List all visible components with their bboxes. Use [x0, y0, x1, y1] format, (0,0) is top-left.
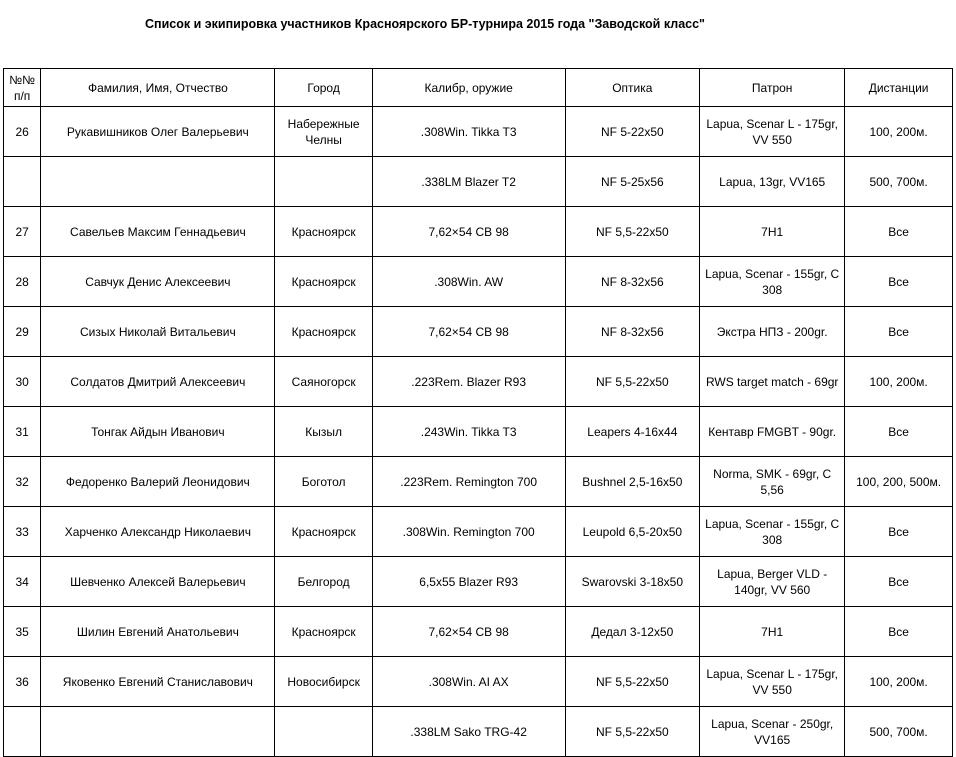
cell-city — [275, 157, 372, 207]
table-row — [4, 207, 953, 257]
cell-cartridge: Lapua, Scenar L - 175gr, VV 550 — [700, 107, 845, 157]
cell-caliber: .308Win. AI AX — [372, 657, 565, 707]
cell-num: 31 — [4, 407, 41, 457]
cell-city: Саяногорск — [275, 357, 372, 407]
cell-name: Савельев Максим Геннадьевич — [41, 207, 275, 257]
cell-caliber: 7,62×54 CB 98 — [372, 207, 565, 257]
cell-distances: Все — [845, 207, 953, 257]
table-row — [4, 257, 953, 307]
cell-distances: 500, 700м. — [845, 707, 953, 757]
cell-distances: Все — [845, 557, 953, 607]
cell-caliber: .308Win. Tikka T3 — [372, 107, 565, 157]
cell-cartridge: Lapua, 13gr, VV165 — [700, 157, 845, 207]
cell-caliber: .308Win. AW — [372, 257, 565, 307]
cell-num: 28 — [4, 257, 41, 307]
cell-city: Красноярск — [275, 307, 372, 357]
table-row — [4, 607, 953, 657]
cell-distances: Все — [845, 407, 953, 457]
cell-optics: NF 5,5-22x50 — [565, 357, 700, 407]
cell-city: Красноярск — [275, 507, 372, 557]
cell-name: Солдатов Дмитрий Алексеевич — [41, 357, 275, 407]
cell-caliber: .308Win. Remington 700 — [372, 507, 565, 557]
table-row — [4, 457, 953, 507]
cell-num: 29 — [4, 307, 41, 357]
table-row — [4, 507, 953, 557]
cell-optics: NF 8-32x56 — [565, 307, 700, 357]
cell-num: 30 — [4, 357, 41, 407]
table-row — [4, 157, 953, 207]
cell-city: Кызыл — [275, 407, 372, 457]
cell-name — [41, 707, 275, 757]
cell-caliber: .338LM Sako TRG-42 — [372, 707, 565, 757]
header-name: Фамилия, Имя, Отчество — [41, 69, 275, 107]
cell-cartridge: Lapua, Scenar - 250gr, VV165 — [700, 707, 845, 757]
cell-caliber: .223Rem. Blazer R93 — [372, 357, 565, 407]
cell-num: 33 — [4, 507, 41, 557]
cell-name: Яковенко Евгений Станиславович — [41, 657, 275, 707]
cell-cartridge: Lapua, Berger VLD - 140gr, VV 560 — [700, 557, 845, 607]
cell-city: Набережные Челны — [275, 107, 372, 157]
table-row — [4, 107, 953, 157]
cell-city: Красноярск — [275, 207, 372, 257]
cell-name: Савчук Денис Алексеевич — [41, 257, 275, 307]
table-row — [4, 657, 953, 707]
cell-cartridge: Lapua, Scenar - 155gr, C 308 — [700, 507, 845, 557]
cell-city: Красноярск — [275, 257, 372, 307]
cell-optics: NF 5,5-22x50 — [565, 657, 700, 707]
table-row — [4, 307, 953, 357]
cell-name: Рукавишников Олег Валерьевич — [41, 107, 275, 157]
cell-optics: NF 5-22x50 — [565, 107, 700, 157]
cell-optics: NF 5-25x56 — [565, 157, 700, 207]
table-row — [4, 407, 953, 457]
cell-name: Сизых Николай Витальевич — [41, 307, 275, 357]
cell-optics: Leapers 4-16x44 — [565, 407, 700, 457]
cell-cartridge: Экстра НПЗ - 200gr. — [700, 307, 845, 357]
table-row — [4, 707, 953, 757]
cell-optics: Leupold 6,5-20x50 — [565, 507, 700, 557]
cell-distances: Все — [845, 507, 953, 557]
cell-num — [4, 707, 41, 757]
cell-num: 36 — [4, 657, 41, 707]
cell-distances: 100, 200м. — [845, 657, 953, 707]
cell-distances: 100, 200м. — [845, 357, 953, 407]
cell-name: Шилин Евгений Анатольевич — [41, 607, 275, 657]
cell-optics: Swarovski 3-18x50 — [565, 557, 700, 607]
header-num: №№ п/п — [4, 69, 41, 107]
table-row — [4, 357, 953, 407]
header-cartridge: Патрон — [700, 69, 845, 107]
cell-num: 26 — [4, 107, 41, 157]
cell-city — [275, 707, 372, 757]
cell-num — [4, 157, 41, 207]
cell-cartridge: Norma, SMK - 69gr, C 5,56 — [700, 457, 845, 507]
cell-name: Тонгак Айдын Иванович — [41, 407, 275, 457]
cell-distances: 500, 700м. — [845, 157, 953, 207]
document-title: Список и экипировка участников Красноярского БР-турнира 2015 года "Заводской класс" — [145, 17, 705, 31]
cell-cartridge: RWS target match - 69gr — [700, 357, 845, 407]
cell-distances: 100, 200, 500м. — [845, 457, 953, 507]
cell-cartridge: Кентавр FMGBT - 90gr. — [700, 407, 845, 457]
table-row — [4, 557, 953, 607]
cell-optics: Bushnel 2,5-16x50 — [565, 457, 700, 507]
cell-distances: Все — [845, 607, 953, 657]
cell-cartridge: Lapua, Scenar - 155gr, C 308 — [700, 257, 845, 307]
cell-city: Белгород — [275, 557, 372, 607]
cell-num: 34 — [4, 557, 41, 607]
header-distances: Дистанции — [845, 69, 953, 107]
cell-optics: NF 5,5-22x50 — [565, 207, 700, 257]
header-caliber: Калибр, оружие — [372, 69, 565, 107]
cell-name — [41, 157, 275, 207]
table-header-row — [4, 69, 953, 107]
cell-cartridge: Lapua, Scenar L - 175gr, VV 550 — [700, 657, 845, 707]
cell-name: Федоренко Валерий Леонидович — [41, 457, 275, 507]
cell-city: Новосибирск — [275, 657, 372, 707]
cell-optics: NF 5,5-22x50 — [565, 707, 700, 757]
cell-caliber: .243Win. Tikka T3 — [372, 407, 565, 457]
cell-optics: NF 8-32x56 — [565, 257, 700, 307]
cell-num: 32 — [4, 457, 41, 507]
cell-distances: Все — [845, 257, 953, 307]
cell-num: 35 — [4, 607, 41, 657]
cell-num: 27 — [4, 207, 41, 257]
participants-table — [3, 68, 953, 757]
cell-caliber: 6,5x55 Blazer R93 — [372, 557, 565, 607]
cell-name: Шевченко Алексей Валерьевич — [41, 557, 275, 607]
cell-caliber: .223Rem. Remington 700 — [372, 457, 565, 507]
header-optics: Оптика — [565, 69, 700, 107]
cell-optics: Дедал 3-12x50 — [565, 607, 700, 657]
table-body — [4, 107, 953, 757]
cell-caliber: 7,62×54 CB 98 — [372, 307, 565, 357]
header-city: Город — [275, 69, 372, 107]
cell-cartridge: 7H1 — [700, 207, 845, 257]
cell-distances: Все — [845, 307, 953, 357]
cell-caliber: 7,62×54 CB 98 — [372, 607, 565, 657]
cell-name: Харченко Александр Николаевич — [41, 507, 275, 557]
cell-city: Красноярск — [275, 607, 372, 657]
cell-cartridge: 7H1 — [700, 607, 845, 657]
cell-city: Боготол — [275, 457, 372, 507]
cell-caliber: .338LM Blazer T2 — [372, 157, 565, 207]
cell-distances: 100, 200м. — [845, 107, 953, 157]
